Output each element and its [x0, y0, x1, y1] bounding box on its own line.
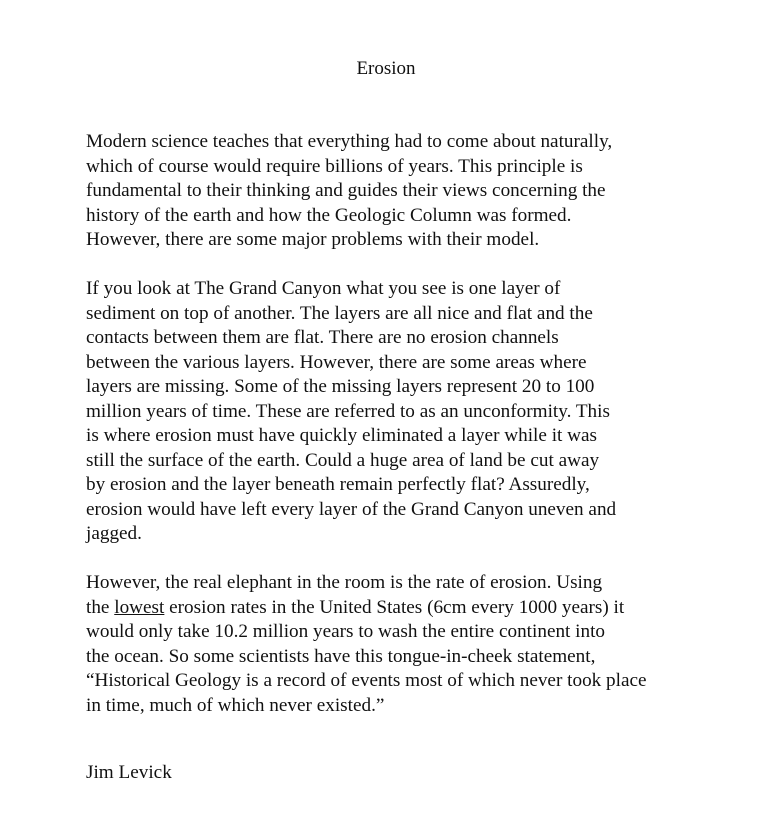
text-line: history of the earth and how the Geologic Column was formed.: [86, 204, 572, 226]
underlined-word: lowest: [114, 596, 165, 618]
text-line: fundamental to their thinking and guides their views concerning the: [86, 180, 606, 201]
text-line: between the various layers. However, there are some areas where: [86, 351, 587, 373]
text-line: jagged.: [86, 523, 142, 544]
text-line: [86, 596, 726, 621]
text-line: still the surface of the earth. Could a huge area of land be cut away: [86, 449, 600, 471]
text-line: sediment on top of another. The layers are all nice and flat and the: [86, 302, 593, 324]
quote-line: in time, much of which never existed.”: [86, 694, 385, 716]
text-line: which of course would require billions of years. This principle is: [86, 155, 583, 177]
paragraph-grand-canyon: [86, 277, 726, 547]
text-segment: erosion rates in the United States (6cm every 1000 years) it: [164, 596, 625, 618]
text-line: erosion would have left every layer of the Grand Canyon uneven and: [86, 498, 617, 520]
text-line: is where erosion must have quickly eliminated a layer while it was: [86, 425, 597, 446]
text-line: However, the real elephant in the room is the rate of erosion. Using: [86, 572, 603, 593]
text-line: contacts between them are flat. There are no erosion channels: [86, 327, 559, 348]
text-line: However, there are some major problems with their model.: [86, 229, 540, 250]
text-line: the ocean. So some scientists have this tongue-in-cheek statement,: [86, 645, 596, 667]
text-segment: the: [86, 596, 115, 618]
text-line: million years of time. These are referred to as an unconformity. This: [86, 400, 610, 422]
text-line: If you look at The Grand Canyon what you see is one layer of: [86, 278, 561, 299]
text-line: would only take 10.2 million years to wash the entire continent into: [86, 621, 606, 642]
paragraph-erosion-rate: [86, 571, 726, 718]
text-line: by erosion and the layer beneath remain perfectly flat? Assuredly,: [86, 474, 590, 495]
quote-line: “Historical Geology is a record of events most of which never took place: [86, 670, 647, 691]
document-title: Erosion: [356, 58, 416, 79]
author-signature: Jim Levick: [86, 762, 172, 783]
paragraph-intro: [86, 130, 726, 253]
text-line: layers are missing. Some of the missing layers represent 20 to 100: [86, 376, 595, 397]
text-line: Modern science teaches that everything had to come about naturally,: [86, 131, 613, 152]
